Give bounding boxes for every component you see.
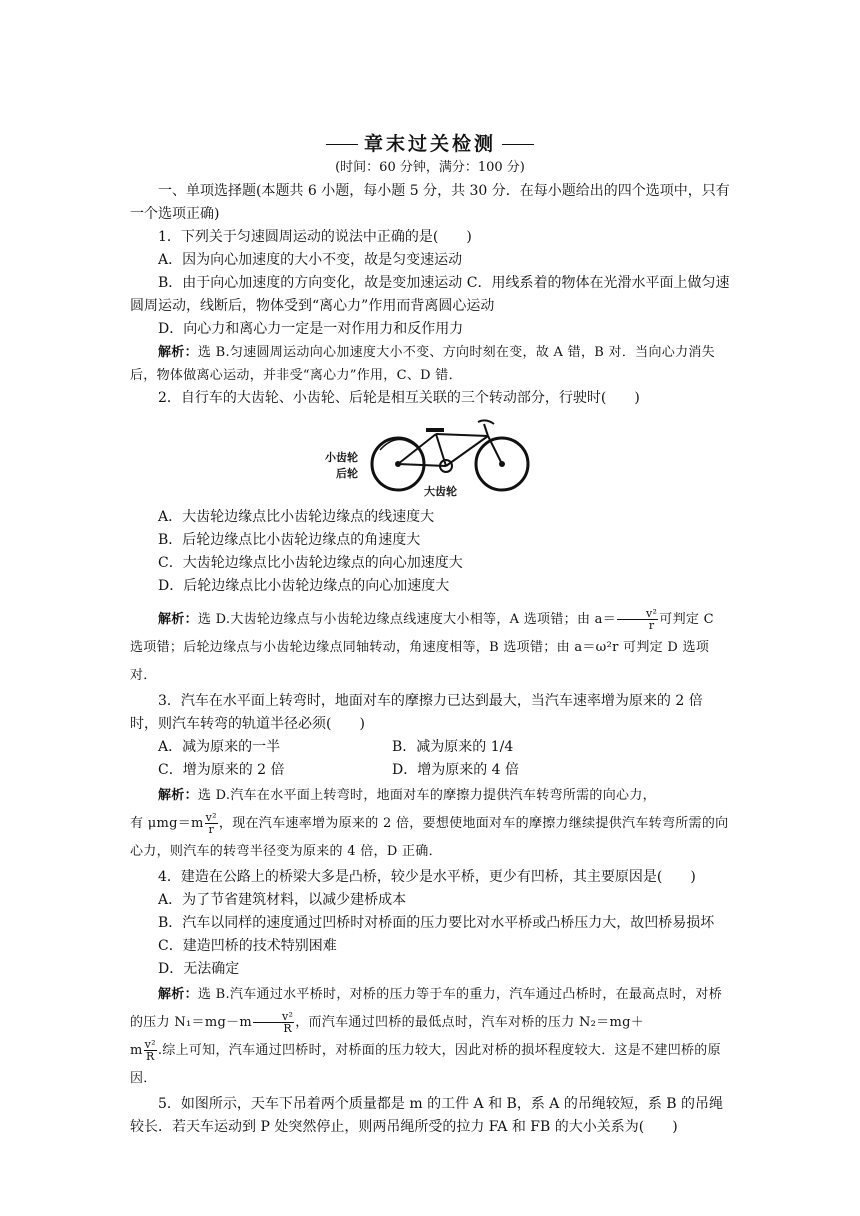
fraction-denominator: r (648, 619, 655, 632)
analysis-text-3: ，现在汽车速率增为原来的 2 倍，要想使地面对车的摩擦力继续提供汽车转弯所需的向心力，则汽车的转弯半径变为原来的 4 倍，D 正确． (130, 816, 729, 859)
bicycle-figure (130, 416, 730, 496)
analysis-label: 解析： (158, 788, 198, 803)
question-4-analysis (130, 981, 730, 1037)
question-2-analysis (130, 606, 730, 690)
title-line-right (502, 144, 534, 145)
question-1-stem: 1．下列关于匀速圆周运动的说法中正确的是( ) (158, 229, 472, 245)
question-2-option-d: D．后轮边缘点比小齿轮边缘点的向心加速度大 (158, 578, 450, 594)
question-1-option-a: A．因为向心加速度的大小不变，故是匀变速运动 (158, 252, 463, 268)
question-3-options-row-2 (130, 759, 730, 782)
question-4-option-a: A．为了节省建筑材料，以减少建桥成本 (158, 892, 407, 908)
question-2-stem: 2．自行车的大齿轮、小齿轮、后轮是相互关联的三个转动部分，行驶时( ) (158, 390, 640, 406)
fraction-denominator: R (145, 1050, 155, 1063)
question-4-option-d: D．无法确定 (158, 961, 240, 977)
question-3-option-c: C．增为原来的 2 倍 (158, 762, 285, 778)
title-row (130, 130, 730, 158)
section-intro: 一、单项选择题(本题共 6 小题，每小题 5 分，共 30 分．在每小题给出的四个选项中，只有一个选项正确) (130, 183, 730, 222)
question-3-option-a: A．减为原来的一半 (158, 739, 281, 755)
question-4-option-c: C．建造凹桥的技术特别困难 (158, 938, 337, 954)
question-1-analysis (130, 341, 730, 387)
question-5-stem: 5．如图所示，天车下吊着两个质量都是 m 的工件 A 和 B，系 A 的吊绳较短，系 B 的吊绳较长．若天车运动到 P 处突然停止，则两吊绳所受的拉力 FA 和 FB 的大小关系为( ) (130, 1096, 724, 1135)
question-3-option-b: B．减为原来的 1/4 (392, 739, 514, 755)
analysis-text-1: 选 B.汽车通过水平桥时，对桥的压力等于车的重力，汽车通过凸桥时，在最高点时，对桥的压力 N₁＝mg－m (130, 987, 723, 1030)
fraction-numerator: v² (205, 811, 217, 824)
question-1-option-b: B．由于向心加速度的方向变化，故是变加速运动 C．用线系着的物体在光滑水平面上做匀速圆周运动，线断后，物体受到“离心力”作用而背离圆心运动 (130, 275, 730, 314)
analysis-label: 解析： (158, 345, 198, 360)
fraction-v2-over-r (205, 812, 218, 835)
analysis-text-2: ，而汽车通过凹桥的最低点时，汽车对桥的压力 N₂＝mg＋ (295, 1015, 645, 1030)
analysis-text-2: 可判定 C 选项错；后轮边缘点与小齿轮边缘点同轴转动，角速度相等，B 选项错；由 a＝ω²r 可判定 D 选项对． (130, 612, 714, 683)
analysis-text-3: m (130, 1043, 143, 1058)
question-1-option-d: D．向心力和离心力一定是一对作用力和反作用力 (158, 321, 464, 337)
fraction-numerator: v² (617, 608, 658, 620)
title-line-left (326, 144, 358, 145)
fraction-denominator: r (208, 823, 215, 836)
page-subtitle: (时间：60 分钟，满分：100 分) (335, 160, 525, 175)
label-big-gear: 大齿轮 (424, 485, 457, 498)
fraction-v2-over-r (617, 608, 658, 631)
label-rear-wheel: 后轮 (336, 467, 358, 480)
label-small-gear: 小齿轮 (325, 451, 358, 464)
analysis-text: 选 B.匀速圆周运动向心加速度大小不变、方向时刻在变，故 A 错，B 对．当向心力消失后，物体做离心运动，并非受“离心力”作用，C、D 错． (130, 345, 715, 383)
question-3-analysis (130, 782, 730, 810)
question-3-option-d: D．增为原来的 4 倍 (392, 762, 520, 778)
fraction-denominator: R (283, 1022, 292, 1035)
analysis-text-1: 选 D.汽车在水平面上转弯时，地面对车的摩擦力提供汽车转弯所需的向心力， (197, 788, 656, 803)
page-title: 章末过关检测 (363, 132, 496, 155)
question-4-option-b: B．汽车以同样的速度通过凹桥时对桥面的压力要比对水平桥或凸桥压力大，故凹桥易损坏 (158, 915, 715, 931)
question-2-option-b: B．后轮边缘点比小齿轮边缘点的角速度大 (158, 532, 421, 548)
question-2-option-c: C．大齿轮边缘点比小齿轮边缘点的向心加速度大 (158, 555, 463, 571)
fraction-numerator: v² (144, 1038, 156, 1051)
question-4-stem: 4．建造在公路上的桥梁大多是凸桥，较少是水平桥，更少有凹桥，其主要原因是( ) (158, 869, 696, 885)
fraction-v2-over-R (144, 1039, 157, 1062)
question-3-analysis-cont (130, 810, 730, 866)
analysis-text-4: .综上可知，汽车通过凹桥时，对桥面的压力较大，因此对桥的损坏程度较大．这是不建凹桥的原因． (130, 1043, 721, 1086)
question-3-options-row-1 (130, 736, 730, 759)
bicycle-labels (320, 450, 358, 482)
fraction-numerator: v² (253, 1011, 294, 1023)
question-3-stem: 3．汽车在水平面上转弯时，地面对车的摩擦力已达到最大，当汽车速率增为原来的 2 倍时，则汽车转弯的轨道半径必须( ) (130, 693, 703, 732)
question-2-option-a: A．大齿轮边缘点比小齿轮边缘点的线速度大 (158, 509, 435, 525)
analysis-label: 解析： (158, 612, 198, 627)
bicycle-illustration (320, 416, 540, 496)
document-page (130, 118, 730, 1139)
analysis-label: 解析： (158, 987, 198, 1002)
analysis-text-1: 选 D.大齿轮边缘点与小齿轮边缘点线速度大小相等，A 选项错；由 a＝ (197, 612, 617, 627)
question-4-analysis-cont (130, 1037, 730, 1093)
fraction-v2-over-R (253, 1011, 294, 1034)
analysis-text-2: 有 μmg＝m (130, 816, 204, 831)
